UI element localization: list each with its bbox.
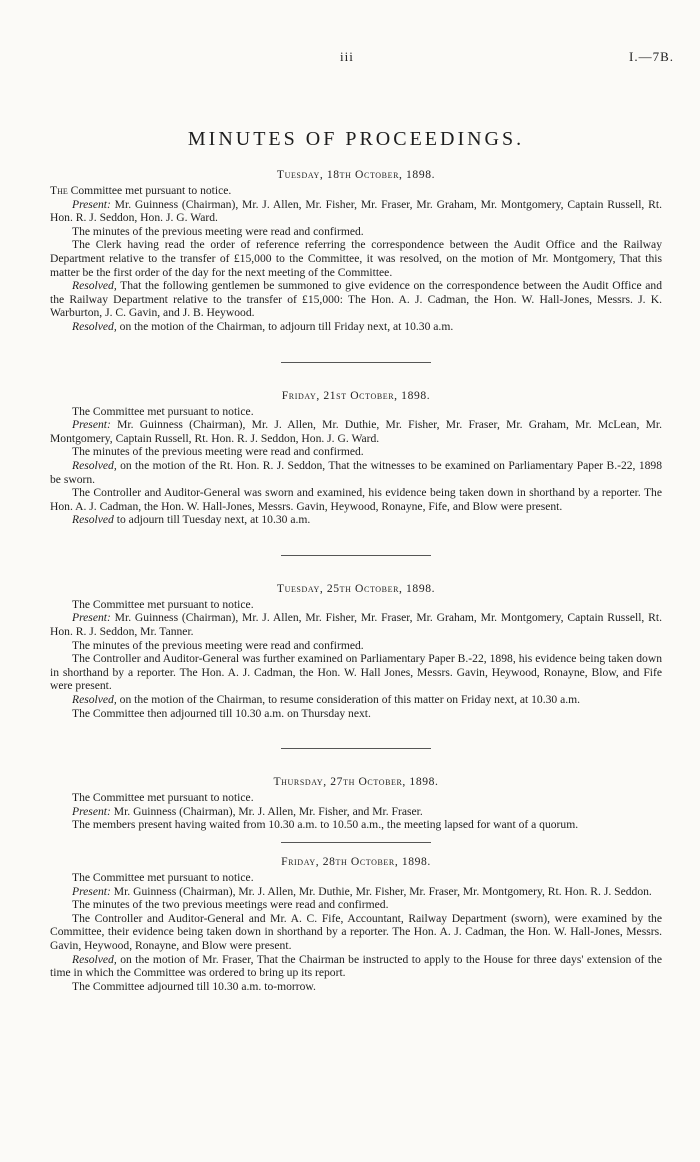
section-divider bbox=[281, 842, 431, 843]
resolved-label: Resolved, bbox=[72, 319, 117, 333]
paragraph bbox=[50, 459, 662, 486]
paragraph: The minutes of the two previous meetings were read and confirmed. bbox=[72, 898, 389, 912]
paragraph: The Committee met pursuant to notice. bbox=[72, 597, 254, 611]
present-list: Mr. Guinness (Chairman), Mr. J. Allen, Mr. Duthie, Mr. Fisher, Mr. Fraser, Mr. Graham, Mr. McLean, Mr. Montgomery, Captain Russell, Rt. Hon. R. J. Seddon, Hon. J. G. Ward. bbox=[50, 418, 662, 445]
paragraph-text: on the motion of the Rt. Hon. R. J. Seddon, That the witnesses to be examined on Parliamentary Paper B.-22, 1898 be sworn. bbox=[50, 458, 662, 486]
paragraph bbox=[50, 805, 662, 819]
meeting-date: Thursday, 27th October, 1898. bbox=[273, 775, 439, 789]
paragraph-text: Committee met pursuant to notice. bbox=[67, 184, 232, 197]
paragraph bbox=[50, 953, 662, 980]
paragraph bbox=[50, 198, 662, 225]
present-list: Mr. Guinness (Chairman), Mr. J. Allen, Mr. Duthie, Mr. Fisher, Mr. Fraser, Mr. Montgomery, Rt. Hon. R. J. Seddon. bbox=[110, 884, 652, 898]
meeting-date: Friday, 21st October, 1898. bbox=[281, 388, 431, 402]
document-title: MINUTES OF PROCEEDINGS. bbox=[187, 128, 525, 150]
section-divider bbox=[281, 555, 431, 556]
resolved-label: Resolved, bbox=[72, 279, 117, 293]
section-divider bbox=[281, 362, 431, 363]
paragraph bbox=[50, 611, 662, 638]
paragraph: The Controller and Auditor-General was further examined on Parliamentary Paper B.-22, 1898, his evidence being taken down in shorthand by a reporter. The Hon. A. J. Cadman, the Hon. W. Hall Jones, Messrs. Gavin, Heywood, Ronayne, Blow, and Fife were present. bbox=[50, 652, 662, 693]
page-number: iii bbox=[340, 49, 354, 64]
paragraph: The Controller and Auditor-General was sworn and examined, his evidence being taken down in shorthand by a reporter. The Hon. A. J. Cadman, the Hon. W. Hall-Jones, Messrs. Gavin, Heywood, Ronayne, Fife, and Blow were present. bbox=[50, 486, 662, 513]
paragraph: The minutes of the previous meeting were read and confirmed. bbox=[72, 445, 364, 459]
resolved-label: Resolved, bbox=[72, 952, 117, 966]
paragraph bbox=[50, 693, 662, 707]
meeting-section bbox=[50, 389, 662, 527]
present-label: Present: bbox=[72, 884, 111, 898]
paragraph: The members present having waited from 10.30 a.m. to 10.50 a.m., the meeting lapsed for want of a quorum. bbox=[72, 818, 579, 832]
paragraph-text: That the following gentlemen be summoned to give evidence on the correspondence between the Audit Office and the Railway Department relative to the transfer of £15,000: The Hon. A. J. Cadman, the Hon. W. Hall-Jones, Messrs. J. K. Warburton, J. C. Gavin, and J. B. Heywood. bbox=[50, 279, 662, 320]
section-divider bbox=[281, 748, 431, 749]
paragraph bbox=[50, 184, 662, 198]
paragraph-text: on the motion of the Chairman, to resume consideration of this matter on Friday next, at 10.30 a.m. bbox=[116, 693, 581, 707]
opening-word: The bbox=[50, 184, 68, 197]
page-header bbox=[50, 49, 674, 66]
resolved-label: Resolved bbox=[72, 513, 114, 527]
paragraph bbox=[50, 320, 662, 334]
present-label: Present: bbox=[72, 197, 111, 211]
meeting-section bbox=[50, 582, 662, 720]
paragraph-text: to adjourn till Tuesday next, at 10.30 a.m. bbox=[113, 513, 311, 527]
paragraph: The Clerk having read the order of reference referring the correspondence between the Audit Office and the Railway Department relative to the transfer of £15,000 to the Committee, it was resolved, on the motion of Mr. Montgomery, That this matter be the first order of the day for the next meeting of the Committee. bbox=[50, 238, 662, 279]
paragraph-text: on the motion of Mr. Fraser, That the Chairman be instructed to apply to the House for three days' extension of the time in which the Committee was ordered to bring up its report. bbox=[50, 952, 662, 980]
paragraph: The minutes of the previous meeting were read and confirmed. bbox=[72, 224, 364, 238]
paragraph: The minutes of the previous meeting were read and confirmed. bbox=[72, 638, 364, 652]
paragraph: The Committee met pursuant to notice. bbox=[72, 871, 254, 884]
resolved-label: Resolved, bbox=[72, 458, 117, 472]
paragraph bbox=[50, 885, 662, 899]
paragraph-text: on the motion of the Chairman, to adjourn till Friday next, at 10.30 a.m. bbox=[116, 319, 454, 333]
present-label: Present: bbox=[72, 804, 111, 818]
meeting-section bbox=[50, 168, 662, 334]
present-list: Mr. Guinness (Chairman), Mr. J. Allen, Mr. Fisher, Mr. Fraser, Mr. Graham, Mr. Montgomery, Captain Russell, Rt. Hon. R. J. Seddon, Hon. J. G. Ward. bbox=[50, 197, 662, 225]
present-label: Present: bbox=[72, 418, 111, 432]
paragraph: The Committee met pursuant to notice. bbox=[72, 791, 254, 805]
present-label: Present: bbox=[72, 611, 111, 625]
paragraph: The Committee then adjourned till 10.30 a.m. on Thursday next. bbox=[72, 706, 371, 720]
meeting-section bbox=[50, 855, 662, 993]
present-list: Mr. Guinness (Chairman), Mr. J. Allen, Mr. Fisher, and Mr. Fraser. bbox=[110, 804, 423, 818]
paragraph: The Committee adjourned till 10.30 a.m. to-morrow. bbox=[72, 979, 316, 993]
resolved-label: Resolved, bbox=[72, 693, 117, 707]
meeting-date: Friday, 28th October, 1898. bbox=[281, 855, 431, 868]
meeting-date: Tuesday, 25th October, 1898. bbox=[276, 581, 436, 595]
paragraph bbox=[50, 279, 662, 320]
meeting-section bbox=[50, 775, 662, 832]
paragraph: The Committee met pursuant to notice. bbox=[72, 404, 254, 418]
document-reference: I.—7B. bbox=[629, 49, 674, 64]
paragraph: The Controller and Auditor-General and Mr. A. C. Fife, Accountant, Railway Department (sworn), were examined by the Committee, their evidence being taken down in shorthand by a reporter. The Hon. A. J. Cadman, the Hon. W. Hall-Jones, Messrs. Gavin, Heywood, Ronayne, and Blow were present. bbox=[50, 911, 662, 952]
paragraph bbox=[50, 513, 662, 527]
meeting-date: Tuesday, 18th October, 1898. bbox=[276, 168, 436, 181]
minutes-content bbox=[50, 168, 662, 993]
present-list: Mr. Guinness (Chairman), Mr. J. Allen, Mr. Fisher, Mr. Fraser, Mr. Graham, Mr. Montgomery, Captain Russell, Rt. Hon. R. J. Seddon, Mr. Tanner. bbox=[50, 611, 662, 639]
paragraph bbox=[50, 418, 662, 445]
